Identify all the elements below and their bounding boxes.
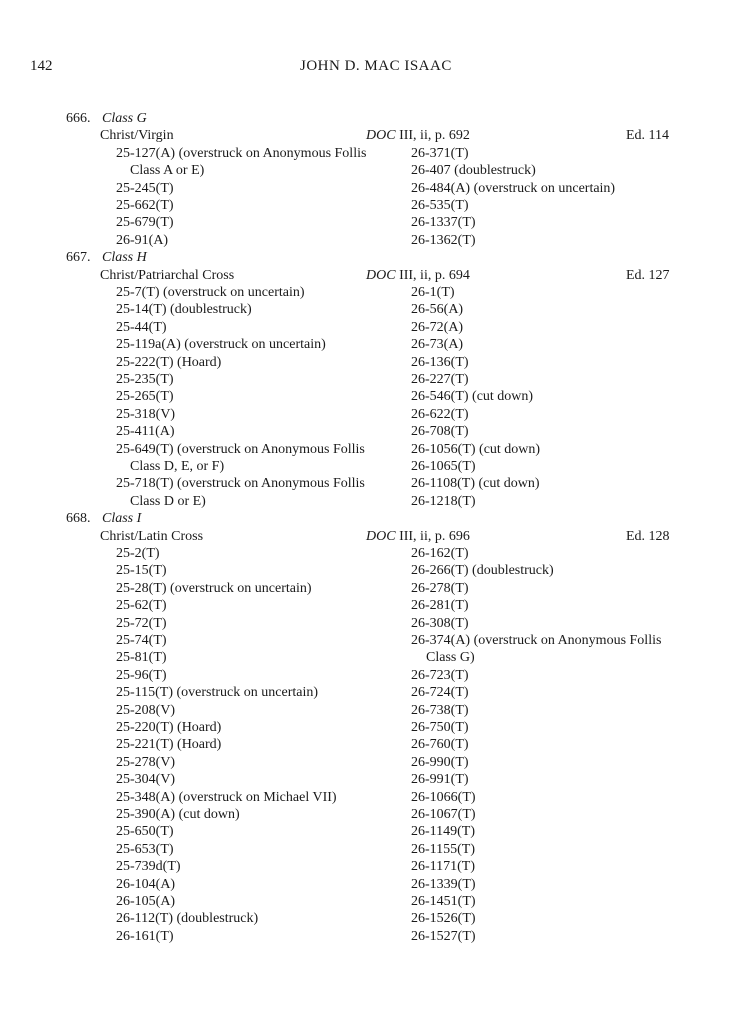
specimen-entry: 25-222(T) (Hoard) xyxy=(116,354,222,370)
specimen-entry: 26-1339(T) xyxy=(411,876,476,892)
class-label: Class H xyxy=(102,250,147,266)
specimen-entry: 25-653(T) xyxy=(116,841,174,857)
specimen-entry: 26-708(T) xyxy=(411,424,469,440)
specimen-continuation: Class D or E) xyxy=(130,493,206,509)
edition-reference: Ed. 127 xyxy=(626,267,670,283)
specimen-entry: 25-81(T) xyxy=(116,650,167,666)
specimen-entry: 25-2(T) xyxy=(116,546,160,561)
specimen-entry: 26-1155(T) xyxy=(411,841,476,857)
specimen-entry: 25-74(T) xyxy=(116,633,167,648)
specimen-entry: 25-411(A) xyxy=(116,424,175,440)
specimen-entry: 25-679(T) xyxy=(116,215,174,231)
specimen-entry: 25-220(T) (Hoard) xyxy=(116,720,222,735)
entry-number: 667. xyxy=(66,250,91,266)
specimen-entry: 26-1526(T) xyxy=(411,911,476,927)
doc-citation: III, ii, p. 694 xyxy=(395,267,470,283)
specimen-entry: 26-1065(T) xyxy=(411,459,476,474)
specimen-entry: 25-649(T) (overstruck on Anonymous Follis xyxy=(116,441,365,457)
specimen-entry: 26-56(A) xyxy=(411,302,464,318)
specimen-entry: 26-760(T) xyxy=(411,737,469,753)
specimen-entry: 26-1337(T) xyxy=(411,215,476,231)
doc-citation: III, ii, p. 692 xyxy=(395,128,470,144)
edition-reference: Ed. 128 xyxy=(626,528,670,544)
specimen-entry: 26-73(A) xyxy=(411,337,464,353)
type-description: Christ/Latin Cross xyxy=(100,528,204,544)
specimen-entry: 25-278(V) xyxy=(116,754,176,770)
running-head: JOHN D. MAC ISAAC xyxy=(300,58,452,74)
specimen-entry: 25-718(T) (overstruck on Anonymous Follis xyxy=(116,476,365,492)
specimen-entry: 26-724(T) xyxy=(411,685,469,701)
specimen-entry: 26-278(T) xyxy=(411,580,469,596)
specimen-entry: 26-535(T) xyxy=(411,198,469,213)
specimen-entry: 25-235(T) xyxy=(116,372,174,387)
class-label: Class I xyxy=(102,511,142,527)
specimen-entry: 26-407 (doublestruck) xyxy=(411,163,536,179)
specimen-entry: 25-390(A) (cut down) xyxy=(116,807,240,822)
doc-reference xyxy=(366,528,470,545)
entry-number: 668. xyxy=(66,511,91,527)
specimen-entry: 25-115(T) (overstruck on uncertain) xyxy=(116,685,319,701)
specimen-entry: 25-14(T) (doublestruck) xyxy=(116,302,252,318)
specimen-entry: 26-991(T) xyxy=(411,772,469,788)
specimen-entry: 26-738(T) xyxy=(411,702,469,718)
specimen-entry: 25-127(A) (overstruck on Anonymous Follis xyxy=(116,145,367,161)
edition-reference: Ed. 114 xyxy=(626,128,670,144)
specimen-entry: 26-112(T) (doublestruck) xyxy=(116,911,259,927)
specimen-entry: 26-1(T) xyxy=(411,285,455,300)
entry-number: 666. xyxy=(66,111,91,126)
specimen-entry: 26-371(T) xyxy=(411,145,469,161)
specimen-entry: 25-348(A) (overstruck on Michael VII) xyxy=(116,789,337,805)
specimen-entry: 26-72(A) xyxy=(411,319,464,335)
class-label: Class G xyxy=(102,111,147,126)
type-description: Christ/Virgin xyxy=(100,128,174,144)
specimen-entry: 25-662(T) xyxy=(116,198,174,213)
specimen-entry: 25-44(T) xyxy=(116,319,167,335)
specimen-entry: 26-161(T) xyxy=(116,928,174,944)
doc-reference xyxy=(366,127,470,144)
specimen-continuation: Class G) xyxy=(426,650,475,666)
specimen-entry: 25-72(T) xyxy=(116,615,167,631)
specimen-entry: 26-227(T) xyxy=(411,372,469,387)
specimen-entry: 26-281(T) xyxy=(411,598,469,614)
specimen-entry: 26-1056(T) (cut down) xyxy=(411,441,541,457)
specimen-entry: 25-7(T) (overstruck on uncertain) xyxy=(116,285,305,300)
specimen-entry: 25-304(V) xyxy=(116,772,176,788)
doc-abbrev: DOC xyxy=(366,128,396,144)
specimen-entry: 26-1362(T) xyxy=(411,232,476,248)
specimen-entry: 26-1171(T) xyxy=(411,859,476,875)
specimen-entry: 26-1451(T) xyxy=(411,894,476,909)
specimen-entry: 26-136(T) xyxy=(411,354,469,370)
specimen-entry: 25-28(T) (overstruck on uncertain) xyxy=(116,580,312,596)
specimen-entry: 25-221(T) (Hoard) xyxy=(116,737,222,753)
specimen-entry: 26-1527(T) xyxy=(411,928,476,944)
specimen-entry: 26-750(T) xyxy=(411,720,469,735)
specimen-entry: 26-1149(T) xyxy=(411,824,476,840)
specimen-entry: 26-374(A) (overstruck on Anonymous Follis xyxy=(411,633,662,648)
specimen-entry: 25-96(T) xyxy=(116,667,167,683)
specimen-entry: 26-266(T) (doublestruck) xyxy=(411,563,554,579)
specimen-entry: 26-308(T) xyxy=(411,615,469,631)
specimen-entry: 25-650(T) xyxy=(116,824,174,840)
specimen-entry: 26-484(A) (overstruck on uncertain) xyxy=(411,180,616,196)
specimen-entry: 25-318(V) xyxy=(116,406,176,422)
specimen-entry: 26-104(A) xyxy=(116,876,176,892)
specimen-entry: 26-990(T) xyxy=(411,754,469,770)
specimen-entry: 26-162(T) xyxy=(411,546,469,561)
specimen-entry: 26-723(T) xyxy=(411,667,469,683)
specimen-entry: 26-622(T) xyxy=(411,406,469,422)
specimen-entry: 26-1108(T) (cut down) xyxy=(411,476,540,492)
specimen-continuation: Class A or E) xyxy=(130,163,205,179)
specimen-entry: 26-1067(T) xyxy=(411,807,476,822)
specimen-entry: 26-105(A) xyxy=(116,894,176,909)
doc-abbrev: DOC xyxy=(366,267,396,283)
specimen-entry: 26-1066(T) xyxy=(411,789,476,805)
specimen-entry: 25-62(T) xyxy=(116,598,167,614)
specimen-entry: 25-208(V) xyxy=(116,702,176,718)
page-number: 142 xyxy=(30,58,53,74)
type-description: Christ/Patriarchal Cross xyxy=(100,267,235,283)
specimen-entry: 25-119a(A) (overstruck on uncertain) xyxy=(116,337,326,353)
doc-abbrev: DOC xyxy=(366,528,396,544)
specimen-entry: 26-546(T) (cut down) xyxy=(411,389,534,405)
specimen-entry: 26-91(A) xyxy=(116,232,169,248)
specimen-entry: 25-265(T) xyxy=(116,389,174,405)
doc-citation: III, ii, p. 696 xyxy=(395,528,470,544)
specimen-entry: 26-1218(T) xyxy=(411,493,476,509)
specimen-entry: 25-739d(T) xyxy=(116,859,181,875)
specimen-entry: 25-245(T) xyxy=(116,180,174,196)
specimen-continuation: Class D, E, or F) xyxy=(130,459,225,474)
specimen-entry: 25-15(T) xyxy=(116,563,167,579)
doc-reference xyxy=(366,267,470,284)
